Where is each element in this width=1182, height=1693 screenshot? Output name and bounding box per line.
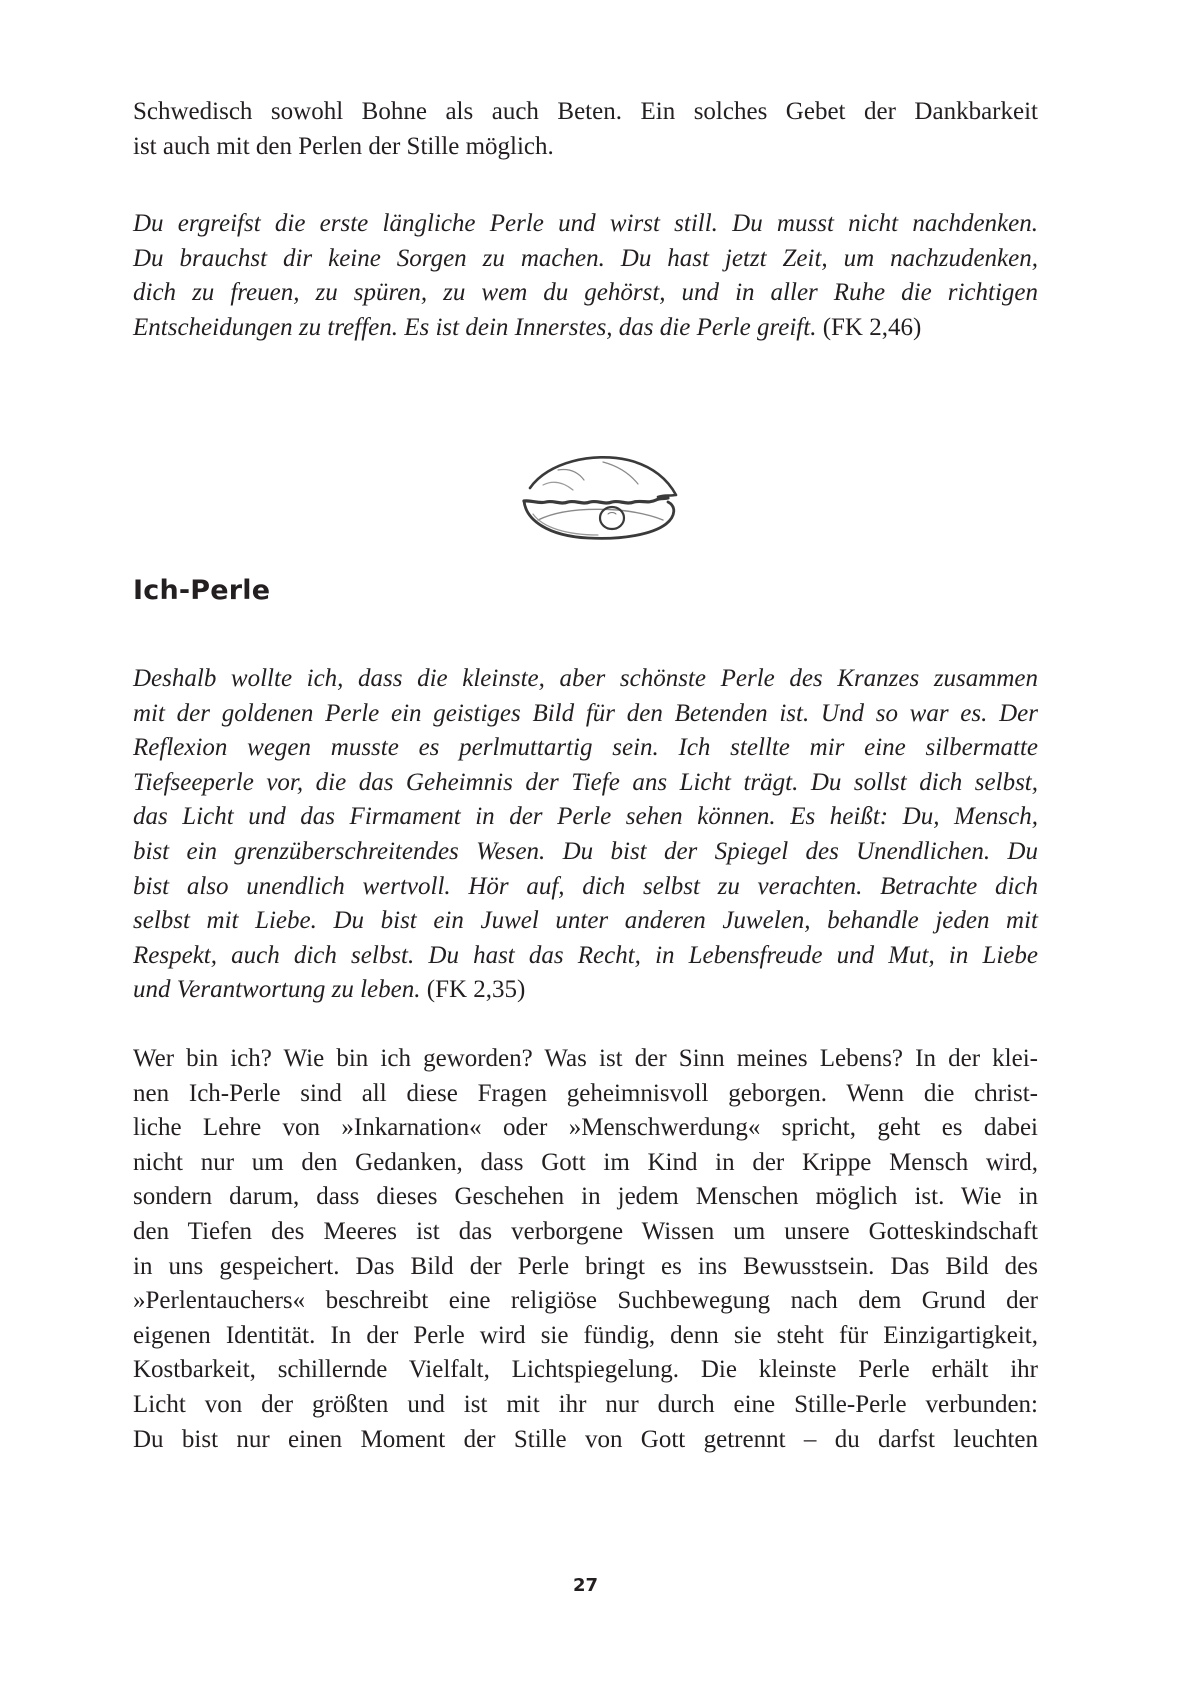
quote-citation: (FK 2,46): [816, 313, 922, 341]
text-line: ist auch mit den Perlen der Stille möglich.: [133, 132, 554, 160]
quote-line: Du ergreifst die erste längliche Perle und wirst still. Du musst nicht nachdenken.: [133, 210, 1038, 237]
quote-line: selbst mit Liebe. Du bist ein Juwel unter anderen Juwelen, behandle jeden mit: [133, 907, 1038, 935]
text-line: Licht von der größten und ist mit ihr nur durch eine Stille-Perle verbunden:: [133, 1390, 1038, 1418]
text-line: sondern darum, dass dieses Geschehen in jedem Menschen möglich ist. Wie in: [133, 1183, 1038, 1211]
quote-line: dich zu freuen, zu spüren, zu wem du gehörst, und in aller Ruhe die richtigen: [133, 279, 1038, 307]
intro-paragraph: [133, 95, 1038, 164]
quote-line: Tiefseeperle vor, die das Geheimnis der Tiefe ans Licht trägt. Du sollst dich selbst,: [133, 768, 1038, 796]
quote-line: bist ein grenzüberschreitendes Wesen. Du bist der Spiegel des Unendlichen. Du: [133, 837, 1038, 865]
oyster-shell-with-pearl-icon: [518, 440, 688, 545]
quote-line: bist also unendlich wertvoll. Hör auf, dich selbst zu verachten. Betrachte dich: [133, 872, 1038, 900]
quote-citation: (FK 2,35): [420, 976, 526, 1004]
text-line: den Tiefen des Meeres ist das verborgene Wissen um unsere Gotteskindschaft: [133, 1217, 1038, 1245]
text-line: Du bist nur einen Moment der Stille von Gott getrennt – du darfst leuchten: [133, 1425, 1038, 1453]
text-line: Schwedisch sowohl Bohne als auch Beten. Ein solches Gebet der Dankbarkeit: [133, 98, 1038, 125]
quote-line: Reflexion wegen musste es perlmuttartig sein. Ich stellte mir eine silbermatte: [133, 734, 1038, 762]
text-line: Wer bin ich? Wie bin ich geworden? Was ist der Sinn meines Lebens? In der klei-: [133, 1045, 1038, 1072]
quote-line: Du brauchst dir keine Sorgen zu machen. Du hast jetzt Zeit, um nachzudenken,: [133, 244, 1038, 272]
quote-line: Respekt, auch dich selbst. Du hast das Recht, in Lebensfreude und Mut, in Liebe: [133, 941, 1038, 969]
text-line: liche Lehre von »Inkarnation« oder »Menschwerdung« spricht, geht es dabei: [133, 1114, 1038, 1142]
text-line: nen Ich-Perle sind all diese Fragen geheimnisvoll geborgen. Wenn die christ-: [133, 1079, 1038, 1107]
body-paragraph: [133, 1042, 1038, 1457]
text-line: eigenen Identität. In der Perle wird sie fündig, denn sie steht für Einzigartigkeit,: [133, 1321, 1038, 1349]
quote-line: das Licht und das Firmament in der Perle sehen können. Es heißt: Du, Mensch,: [133, 803, 1038, 831]
quote-last-line: [133, 311, 1038, 346]
quote-line: Entscheidungen zu treffen. Es ist dein Innerstes, das die Perle greift.: [133, 313, 817, 341]
first-quote: [133, 207, 1038, 345]
quote-line: und Verantwortung zu leben.: [133, 976, 421, 1004]
quote-line: Deshalb wollte ich, dass die kleinste, aber schönste Perle des Kranzes zusammen: [133, 665, 1038, 692]
text-line: Kostbarkeit, schillernde Vielfalt, Lichtspiegelung. Die kleinste Perle erhält ihr: [133, 1356, 1038, 1384]
section-heading: Ich-Perle: [133, 575, 271, 606]
second-quote: [133, 662, 1038, 1008]
text-line: nicht nur um den Gedanken, dass Gott im Kind in der Krippe Mensch wird,: [133, 1148, 1038, 1176]
quote-line: mit der goldenen Perle ein geistiges Bild für den Betenden ist. Und so war es. Der: [133, 699, 1038, 727]
text-line: »Perlentauchers« beschreibt eine religiöse Suchbewegung nach dem Grund der: [133, 1287, 1038, 1315]
page-number: 27: [572, 1575, 599, 1596]
text-line: in uns gespeichert. Das Bild der Perle bringt es ins Bewusstsein. Das Bild des: [133, 1252, 1038, 1280]
quote-last-line: [133, 973, 1038, 1008]
